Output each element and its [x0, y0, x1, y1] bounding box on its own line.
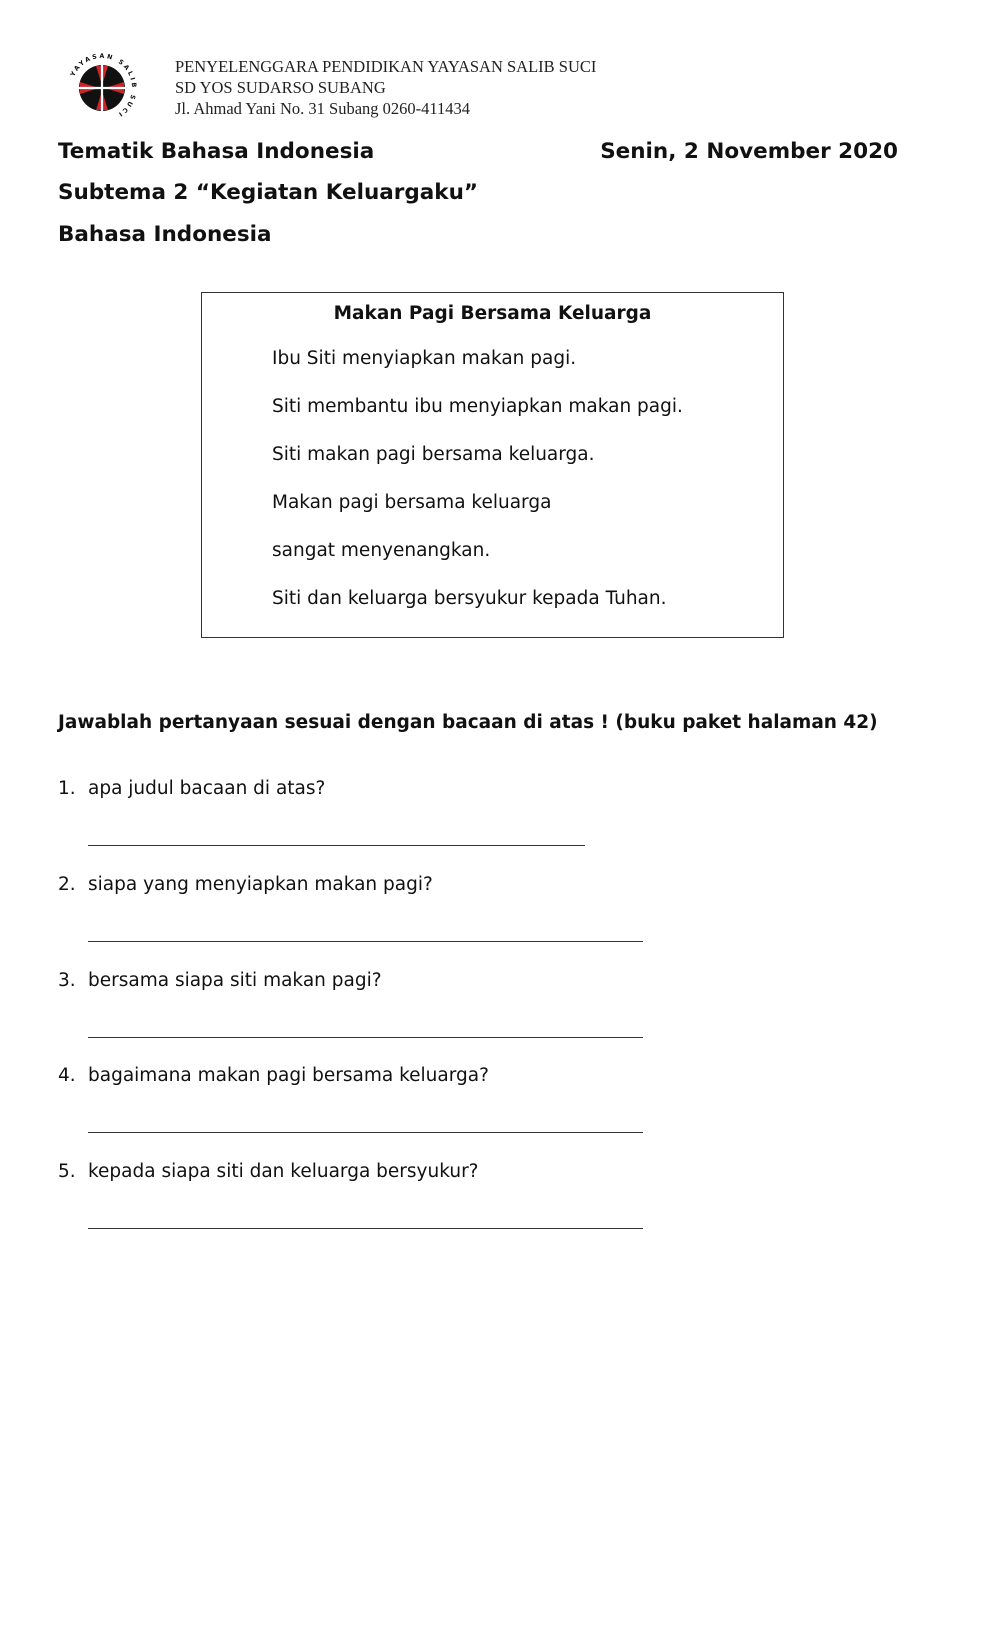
- story-line: Siti dan keluarga bersyukur kepada Tuhan.: [272, 588, 667, 609]
- school-logo: [66, 52, 138, 124]
- answer-line-5[interactable]: [88, 1228, 643, 1229]
- question-text: bagaimana makan pagi bersama keluarga?: [88, 1065, 489, 1086]
- question-text: bersama siapa siti makan pagi?: [88, 970, 382, 991]
- subtheme-title: Subtema 2 “Kegiatan Keluargaku”: [58, 180, 479, 205]
- story-line: Ibu Siti menyiapkan makan pagi.: [272, 348, 577, 369]
- question-number: 3.: [58, 970, 76, 991]
- story-line: Siti membantu ibu menyiapkan makan pagi.: [272, 396, 683, 417]
- question-number: 4.: [58, 1065, 76, 1086]
- question-number: 1.: [58, 778, 76, 799]
- lesson-title: Bahasa Indonesia: [58, 222, 272, 247]
- answer-line-1[interactable]: [88, 845, 585, 846]
- answer-line-2[interactable]: [88, 941, 643, 942]
- question-text: kepada siapa siti dan keluarga bersyukur?: [88, 1161, 479, 1182]
- foundation-name: PENYELENGGARA PENDIDIKAN YAYASAN SALIB SUCI: [175, 57, 597, 76]
- answer-line-4[interactable]: [88, 1132, 643, 1133]
- date-label: Senin, 2 November 2020: [600, 139, 898, 164]
- story-title: Makan Pagi Bersama Keluarga: [333, 303, 652, 324]
- reading-box: [201, 292, 784, 638]
- letterhead: [175, 56, 596, 119]
- question-text: apa judul bacaan di atas?: [88, 778, 326, 799]
- question-number: 2.: [58, 874, 76, 895]
- subject-title: Tematik Bahasa Indonesia: [58, 139, 375, 164]
- question-text: siapa yang menyiapkan makan pagi?: [88, 874, 433, 895]
- story-line: sangat menyenangkan.: [272, 540, 491, 561]
- logo-ring-text: YAYASAN SALIB SUCI: [69, 52, 138, 119]
- question-number: 5.: [58, 1161, 76, 1182]
- answer-line-3[interactable]: [88, 1037, 643, 1038]
- school-name: SD YOS SUDARSO SUBANG: [175, 78, 386, 97]
- story-line: Siti makan pagi bersama keluarga.: [272, 444, 595, 465]
- instruction: Jawablah pertanyaan sesuai dengan bacaan di atas ! (buku paket halaman 42): [58, 712, 878, 733]
- school-address: Jl. Ahmad Yani No. 31 Subang 0260-411434: [175, 99, 471, 118]
- story-line: Makan pagi bersama keluarga: [272, 492, 552, 513]
